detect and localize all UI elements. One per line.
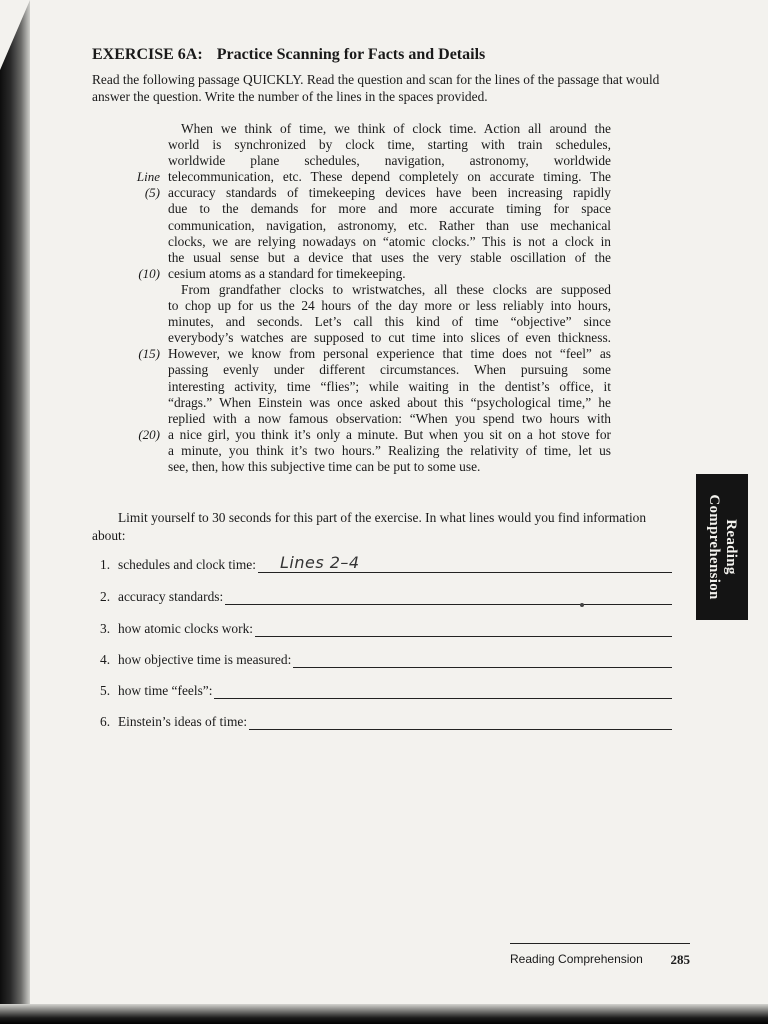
passage-line: However, we know from personal experience that time does not “feel” as bbox=[168, 346, 611, 362]
reading-passage bbox=[168, 121, 611, 475]
question-number: 6. bbox=[100, 714, 111, 729]
handwritten-answer: Lines 2–4 bbox=[279, 553, 360, 572]
passage-line: communication, navigation, astronomy, etc. Rather than use mechanical bbox=[168, 217, 611, 233]
question-number: 4. bbox=[100, 652, 111, 667]
section-tab bbox=[696, 474, 748, 620]
line-marker-label: Line bbox=[136, 169, 160, 184]
passage-line: minutes, and seconds. Let’s call this kind of time “objective” since bbox=[168, 314, 611, 330]
passage-line: everybody’s watches are supposed to cut time into slices of even thickness. bbox=[168, 330, 611, 346]
passage-line: passing evenly under different circumstances. When pursuing some bbox=[168, 362, 611, 378]
question-label: accuracy standards: bbox=[118, 589, 224, 604]
question-number: 3. bbox=[100, 621, 111, 636]
passage-line: interesting activity, time “flies”; while waiting in the dentist’s office, it bbox=[168, 378, 611, 394]
answer-blank-1[interactable] bbox=[258, 553, 672, 573]
exercise-number: EXERCISE 6A: bbox=[92, 46, 203, 63]
passage-line: From grandfather clocks to wristwatches, all these clocks are supposed bbox=[181, 281, 611, 297]
line-marker-5: (5) bbox=[144, 185, 160, 200]
book-spine-shadow bbox=[0, 0, 30, 1024]
passage-line: When we think of time, we think of clock time. Action all around the bbox=[181, 121, 611, 136]
passage-line: a minute, you think it’s two hours.” Realizing the relativity of time, let us bbox=[168, 442, 611, 458]
limit-instructions bbox=[92, 509, 672, 545]
question-6 bbox=[100, 710, 672, 730]
passage-line: the usual sense but a device that uses the very stable oscillation of the bbox=[168, 249, 611, 265]
question-number: 1. bbox=[100, 557, 111, 572]
line-marker-15: (15) bbox=[138, 346, 160, 361]
question-1 bbox=[100, 553, 672, 573]
question-2 bbox=[100, 585, 672, 605]
question-4 bbox=[100, 648, 672, 668]
page-footer bbox=[510, 952, 690, 968]
passage-line: clocks, we are relying nowadays on “atomic clocks.” This is not a clock in bbox=[168, 233, 611, 249]
passage-line: “drags.” When Einstein was once asked about this “psychological time,” he bbox=[168, 394, 611, 410]
question-number: 2. bbox=[100, 589, 111, 604]
answer-blank-5[interactable] bbox=[214, 683, 672, 699]
question-3 bbox=[100, 617, 672, 637]
pencil-mark bbox=[580, 603, 584, 607]
instructions: Read the following passage QUICKLY. Read the question and scan for the lines of the passage that would answer the question. Write the number of the lines in the spaces provided. bbox=[92, 72, 660, 104]
section-tab-line-1: Reading bbox=[723, 519, 739, 575]
answer-blank-3[interactable] bbox=[255, 621, 672, 637]
answer-blank-4[interactable] bbox=[293, 652, 672, 668]
footer-rule bbox=[510, 943, 690, 944]
passage-line: see, then, how this subjective time can be put to some use. bbox=[168, 458, 481, 474]
exercise-title: Practice Scanning for Facts and Details bbox=[216, 46, 486, 63]
passage-line: to chop up for us the 24 hours of the day more or less reliably into hours, bbox=[168, 298, 611, 314]
question-label: how atomic clocks work: bbox=[118, 621, 253, 636]
passage-line: accuracy standards of timekeeping devices have been increasing rapidly bbox=[168, 185, 611, 201]
line-marker-20: (20) bbox=[138, 427, 160, 442]
passage-line: telecommunication, etc. These depend completely on accurate timing. The bbox=[168, 169, 611, 185]
exercise-heading bbox=[92, 46, 485, 64]
question-label: schedules and clock time: bbox=[118, 557, 256, 572]
passage-line: cesium atoms as a standard for timekeeping. bbox=[168, 265, 406, 281]
answer-blank-6[interactable] bbox=[249, 714, 672, 730]
passage-line: a nice girl, you think it’s only a minute. But when you sit on a hot stove for bbox=[168, 426, 611, 442]
question-5 bbox=[100, 679, 672, 699]
question-label: how objective time is measured: bbox=[118, 652, 292, 667]
footer-section: Reading Comprehension bbox=[510, 952, 643, 966]
limit-text: Limit yourself to 30 seconds for this part of the exercise. In what lines would you find information about: bbox=[92, 510, 647, 543]
passage-line: worldwide plane schedules, navigation, astronomy, worldwide bbox=[168, 153, 611, 169]
passage-line: replied with a now famous observation: “When you spend two hours with bbox=[168, 410, 611, 426]
question-label: Einstein’s ideas of time: bbox=[118, 714, 248, 729]
line-marker-10: (10) bbox=[138, 266, 160, 281]
question-number: 5. bbox=[100, 683, 111, 698]
page-bottom-shadow bbox=[0, 1004, 768, 1024]
page-number: 285 bbox=[670, 952, 690, 967]
section-tab-line-2: Comprehension bbox=[706, 494, 722, 600]
passage-line: due to the demands for more and more accurate timing for space bbox=[168, 201, 611, 217]
question-label: how time “feels”: bbox=[118, 683, 213, 698]
passage-line: world is synchronized by clock time, starting with train schedules, bbox=[168, 137, 611, 153]
section-tab-label bbox=[705, 474, 739, 620]
answer-blank-2[interactable] bbox=[225, 589, 672, 605]
